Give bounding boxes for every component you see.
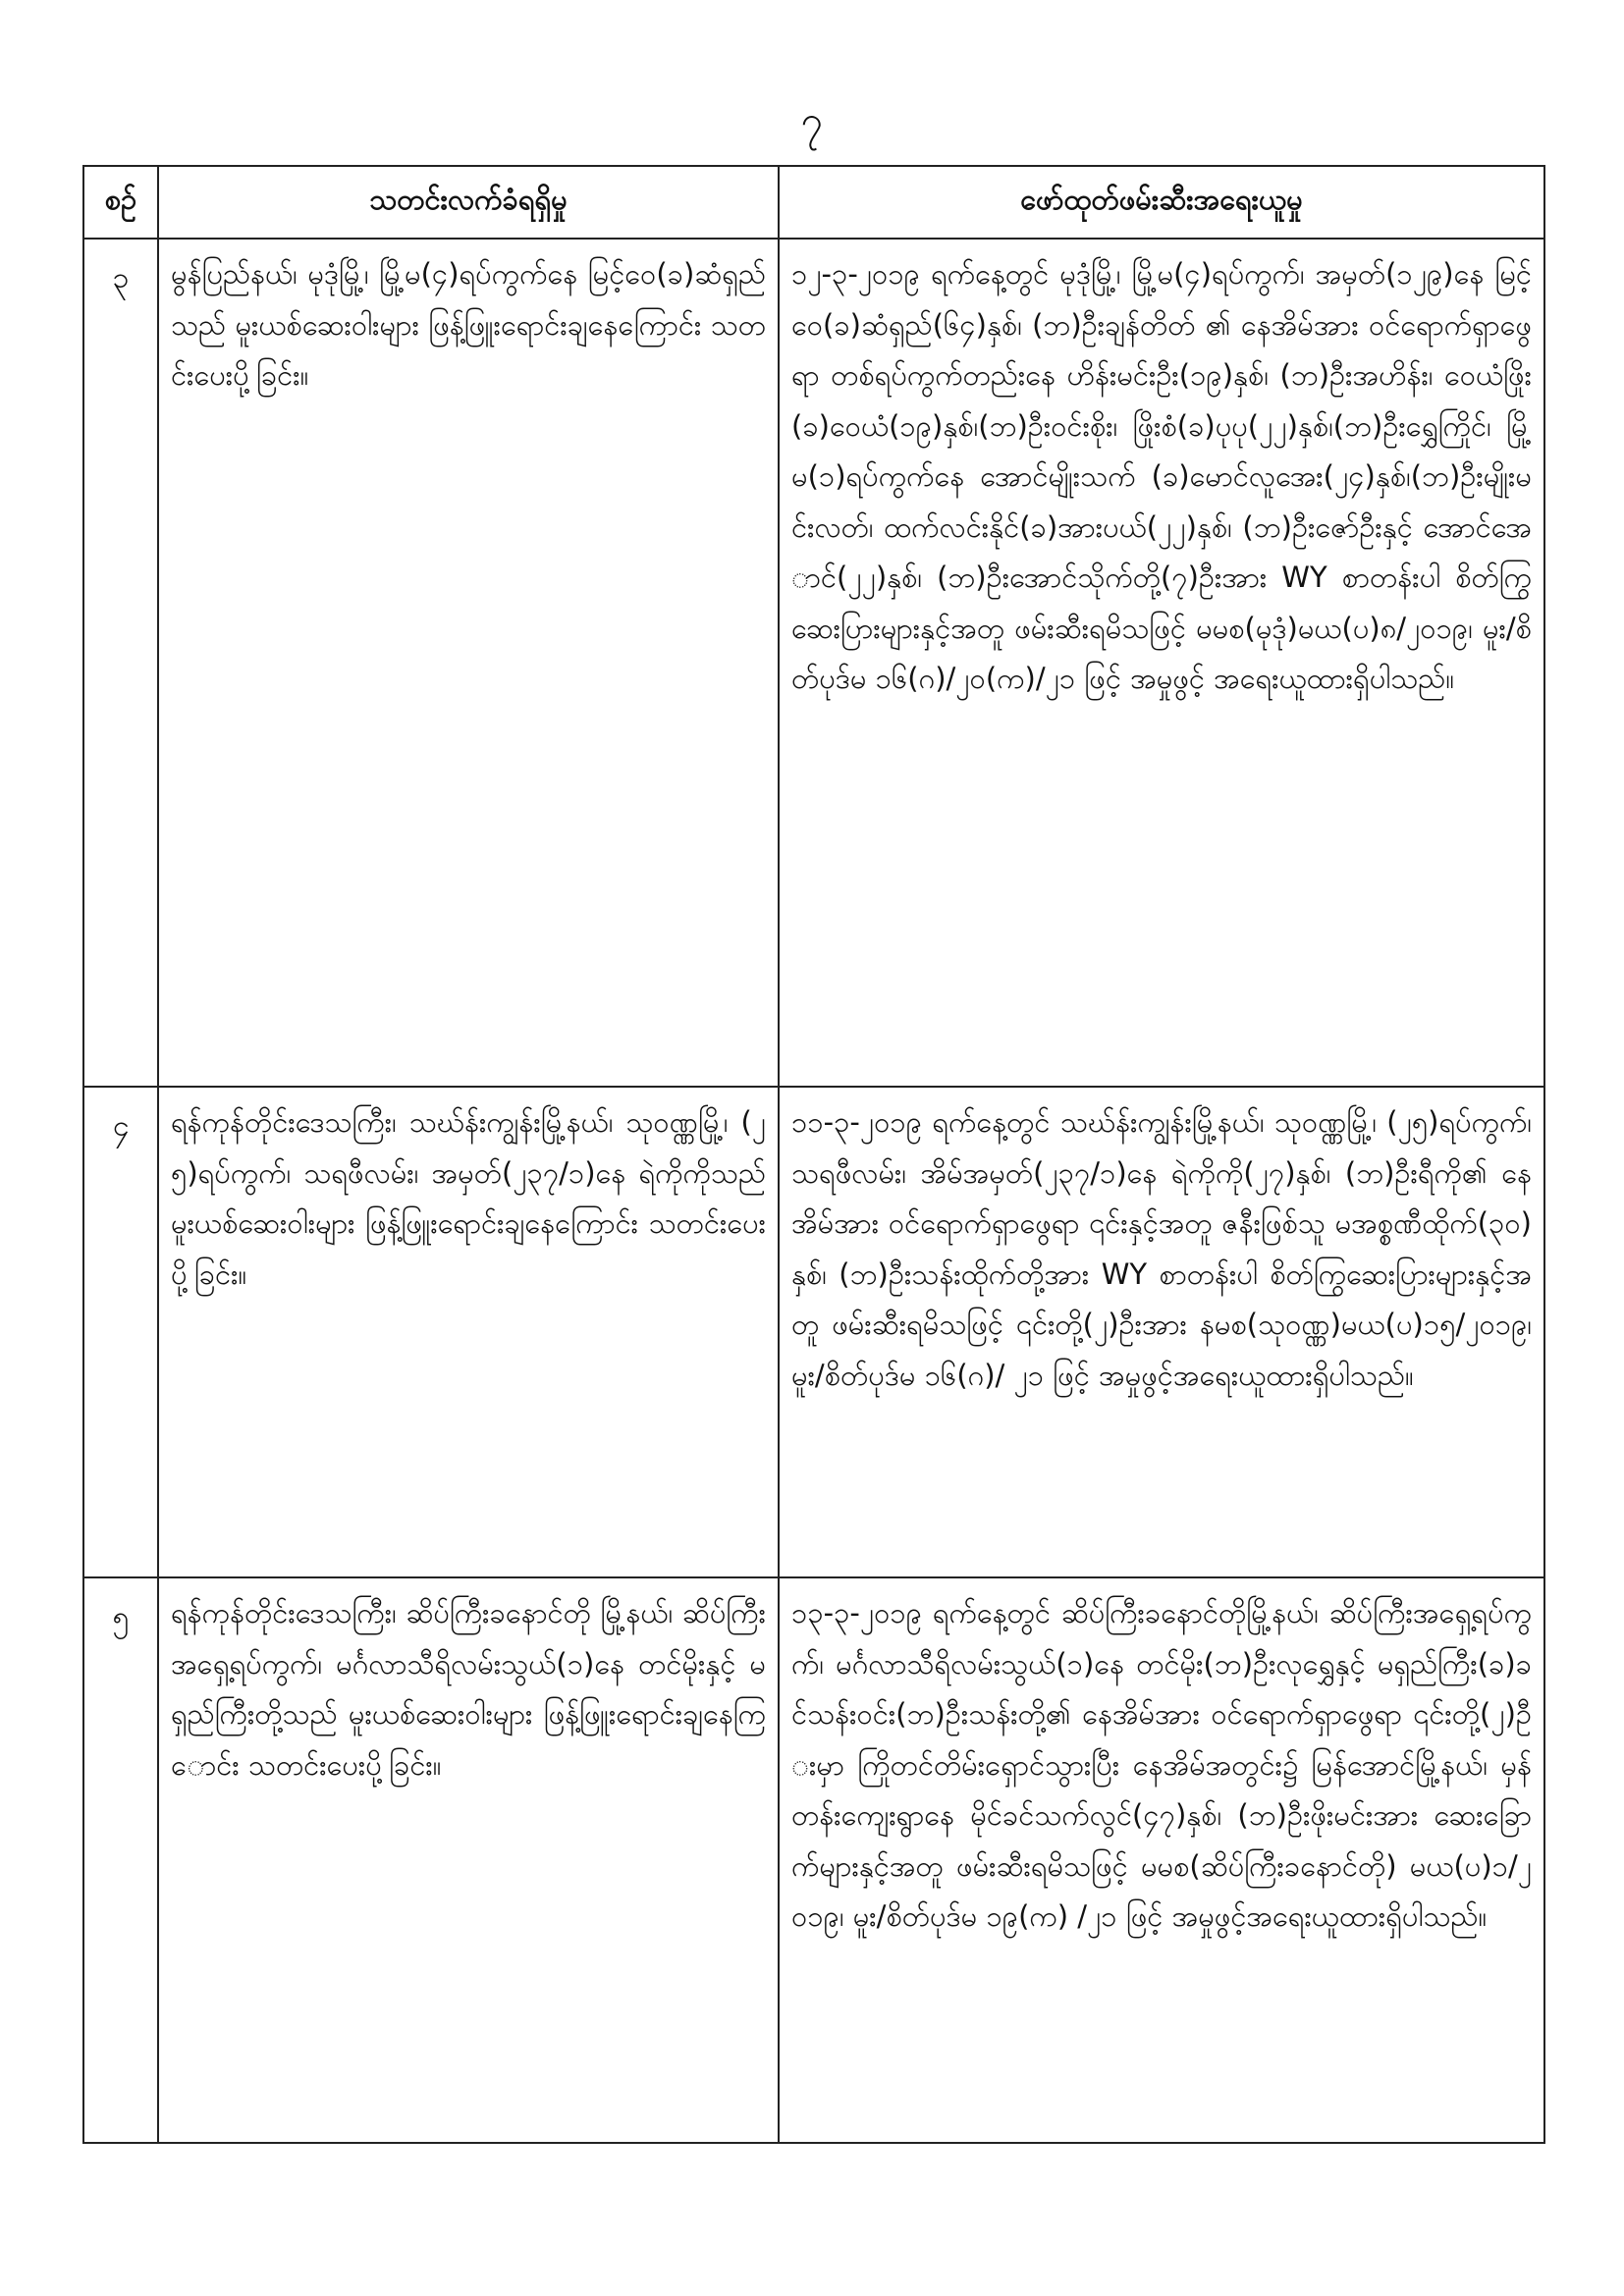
row-serial: ၄ <box>83 1087 158 1577</box>
row-action-taken: ၁၁-၃-၂၀၁၉ ရက်နေ့တွင် သဃ်န်းကျွန်းမြို့နယ်၊ သုဝဏ္ဏမြို့၊ (၂၅)ရပ်ကွက်၊ သရဖီလမ်း၊ အိမ်အမှတ်(၂၃၇/၁)နေ ရဲကိုကို(၂၇)နှစ်၊ (ဘ)ဦးရီကို၏ နေအိမ်အား ဝင်ရောက်ရှာဖွေရာ ၎င်းနှင့်အတူ ဇနီးဖြစ်သူ မအစ္စဏီထိုက်(၃၀)နှစ်၊ (ဘ)ဦးသန်းထိုက်တို့အား WY စာတန်းပါ စိတ်ကြွဆေးပြားများနှင့်အတူ ဖမ်းဆီးရမိသဖြင့် ၎င်းတို့(၂)ဦးအား နမစ(သုဝဏ္ဏ)မယ(ပ)၁၅/၂၀၁၉၊ မူး/စိတ်ပုဒ်မ ၁၆(ဂ)/ ၂၁ ဖြင့် အမှုဖွင့်အရေးယူထားရှိပါသည်။ <box>779 1087 1544 1577</box>
row-serial: ၅ <box>83 1577 158 2143</box>
table-header-row <box>83 166 1544 239</box>
drug-case-table <box>82 165 1545 2144</box>
header-action-taken: ဖော်ထုတ်ဖမ်းဆီးအရေးယူမှု <box>779 166 1544 239</box>
table-row <box>83 1577 1544 2143</box>
header-serial: စဉ် <box>83 166 158 239</box>
row-info-received: ရန်ကုန်တိုင်းဒေသကြီး၊ သဃ်န်းကျွန်းမြို့နယ်၊ သုဝဏ္ဏမြို့၊ (၂၅)ရပ်ကွက်၊ သရဖီလမ်း၊ အမှတ်(၂၃၇/၁)နေ ရဲကိုကိုသည် မူးယစ်ဆေးဝါးများ ဖြန့်ဖြူးရောင်းချနေကြောင်း သတင်းပေးပို့ခြင်း။ <box>158 1087 779 1577</box>
page-number: ၇ <box>800 98 824 143</box>
row-info-received: မွန်ပြည်နယ်၊ မုဒုံမြို့၊ မြို့မ(၄)ရပ်ကွက်နေ မြင့်ဝေ(ခ)ဆံရှည်သည် မူးယစ်ဆေးဝါးများ ဖြန့်ဖြူးရောင်းချနေကြောင်း သတင်းပေးပို့ခြင်း။ <box>158 239 779 1087</box>
header-info-received: သတင်းလက်ခံရရှိမှု <box>158 166 779 239</box>
row-serial: ၃ <box>83 239 158 1087</box>
row-action-taken: ၁၂-၃-၂၀၁၉ ရက်နေ့တွင် မုဒုံမြို့၊ မြို့မ(၄)ရပ်ကွက်၊ အမှတ်(၁၂၉)နေ မြင့်ဝေ(ခ)ဆံရှည်(၆၄)နှစ်၊ (ဘ)ဦးချန်တိတ် ၏ နေအိမ်အား ဝင်ရောက်ရှာဖွေရာ တစ်ရပ်ကွက်တည်းနေ ဟိန်းမင်းဦး(၁၉)နှစ်၊ (ဘ)ဦးအဟိန်း၊ ဝေယံဖြိုး(ခ)ဝေယံ(၁၉)နှစ်၊(ဘ)ဦးဝင်းစိုး၊ ဖြိုးစံ(ခ)ပုပု(၂၂)နှစ်၊(ဘ)ဦးရွှေကြိုင်၊ မြို့မ(၁)ရပ်ကွက်နေ အောင်မျိုးသက် (ခ)မောင်လူအေး(၂၄)နှစ်၊(ဘ)ဦးမျိုးမင်းလတ်၊ ထက်လင်းနိုင်(ခ)အားပယ်(၂၂)နှစ်၊ (ဘ)ဦးဇော်ဦးနှင့် အောင်အောင်(၂၂)နှစ်၊ (ဘ)ဦးအောင်သိုက်တို့(၇)ဦးအား WY စာတန်းပါ စိတ်ကြွဆေးပြားများနှင့်အတူ ဖမ်းဆီးရမိသဖြင့် မမစ(မုဒုံ)မယ(ပ)၈/၂၀၁၉၊ မူး/စိတ်ပုဒ်မ ၁၆(ဂ)/၂၀(က)/၂၁ ဖြင့် အမှုဖွင့် အရေးယူထားရှိပါသည်။ <box>779 239 1544 1087</box>
row-action-taken: ၁၃-၃-၂၀၁၉ ရက်နေ့တွင် ဆိပ်ကြီးခနောင်တိုမြို့နယ်၊ ဆိပ်ကြီးအရှေ့ရပ်ကွက်၊ မင်္ဂလာသီရိလမ်းသွယ်(၁)နေ တင်မိုး(ဘ)ဦးလုရွှေနှင့် မရှည်ကြီး(ခ)ခင်သန်းဝင်း(ဘ)ဦးသန်းတို့၏ နေအိမ်အား ဝင်ရောက်ရှာဖွေရာ ၎င်းတို့(၂)ဦးမှာ ကြိုတင်တိမ်းရှောင်သွားပြီး နေအိမ်အတွင်း၌ မြန်အောင်မြို့နယ်၊ မှန်တန်းကျေးရွာနေ မိုင်ခင်သက်လွင်(၄၇)နှစ်၊ (ဘ)ဦးဖိုးမင်းအား ဆေးခြောက်များနှင့်အတူ ဖမ်းဆီးရမိသဖြင့် မမစ(ဆိပ်ကြီးခနောင်တို) မယ(ပ)၁/၂၀၁၉၊ မူး/စိတ်ပုဒ်မ ၁၉(က) /၂၁ ဖြင့် အမှုဖွင့်အရေးယူထားရှိပါသည်။ <box>779 1577 1544 2143</box>
table-row <box>83 239 1544 1087</box>
row-info-received: ရန်ကုန်တိုင်းဒေသကြီး၊ ဆိပ်ကြီးခနောင်တို မြို့နယ်၊ ဆိပ်ကြီးအရှေ့ရပ်ကွက်၊ မင်္ဂလာသီရိလမ်းသွယ်(၁)နေ တင်မိုးနှင့် မရှည်ကြီးတို့သည် မူးယစ်ဆေးဝါးများ ဖြန့်ဖြူးရောင်းချနေကြောင်း သတင်းပေးပို့ခြင်း။ <box>158 1577 779 2143</box>
table-row <box>83 1087 1544 1577</box>
